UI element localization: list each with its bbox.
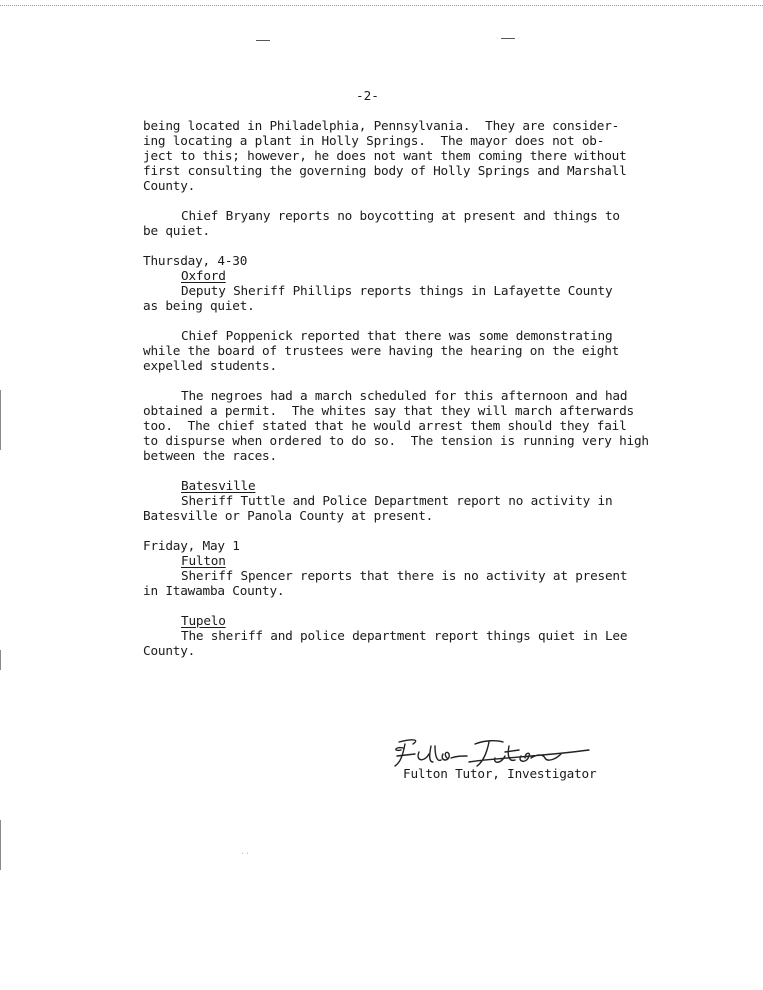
- text-line: County.: [143, 178, 196, 193]
- text-line: be quiet.: [143, 223, 210, 238]
- scan-top-edge: [0, 0, 763, 6]
- text-line: obtained a permit. The whites say that they will march afterwards: [143, 403, 634, 418]
- text-line: Friday, May 1: [143, 538, 240, 553]
- text-line: while the board of trustees were having the hearing on the eight: [143, 343, 620, 358]
- text-line: Batesville: [181, 478, 256, 493]
- margin-mark: [0, 820, 1, 870]
- text-line: ject to this; however, he does not want them coming there without: [143, 148, 627, 163]
- text-line: between the races.: [143, 448, 277, 463]
- scan-speck: ˙˙: [240, 852, 250, 861]
- margin-mark: [0, 650, 1, 670]
- text-line: The sheriff and police department report things quiet in Lee: [181, 628, 628, 643]
- text-line: in Itawamba County.: [143, 583, 285, 598]
- text-line: to dispurse when ordered to do so. The tension is running very high: [143, 433, 649, 448]
- signature-typed-line: Fulton Tutor, Investigator: [403, 766, 597, 781]
- text-line: Tupelo: [181, 613, 226, 628]
- scan-mark: [256, 40, 270, 41]
- scan-mark: [501, 38, 515, 39]
- text-line: being located in Philadelphia, Pennsylvania. They are consider-: [143, 118, 620, 133]
- margin-mark: [0, 390, 1, 450]
- text-line: first consulting the governing body of Holly Springs and Marshall: [143, 163, 627, 178]
- text-line: Sheriff Tuttle and Police Department report no activity in: [181, 493, 613, 508]
- text-line: as being quiet.: [143, 298, 255, 313]
- text-line: The negroes had a march scheduled for this afternoon and had: [181, 388, 628, 403]
- text-line: Oxford: [181, 268, 226, 283]
- text-line: Deputy Sheriff Phillips reports things in Lafayette County: [181, 283, 613, 298]
- text-line: expelled students.: [143, 358, 277, 373]
- text-line: Batesville or Panola County at present.: [143, 508, 434, 523]
- text-line: Thursday, 4-30: [143, 253, 248, 268]
- page-number: -2-: [356, 88, 379, 103]
- text-line: ing locating a plant in Holly Springs. The mayor does not ob-: [143, 133, 605, 148]
- text-line: County.: [143, 643, 196, 658]
- text-line: Sheriff Spencer reports that there is no activity at present: [181, 568, 628, 583]
- text-line: Fulton: [181, 553, 226, 568]
- text-line: Chief Bryany reports no boycotting at present and things to: [181, 208, 620, 223]
- text-line: too. The chief stated that he would arrest them should they fail: [143, 418, 627, 433]
- text-line: Chief Poppenick reported that there was some demonstrating: [181, 328, 613, 343]
